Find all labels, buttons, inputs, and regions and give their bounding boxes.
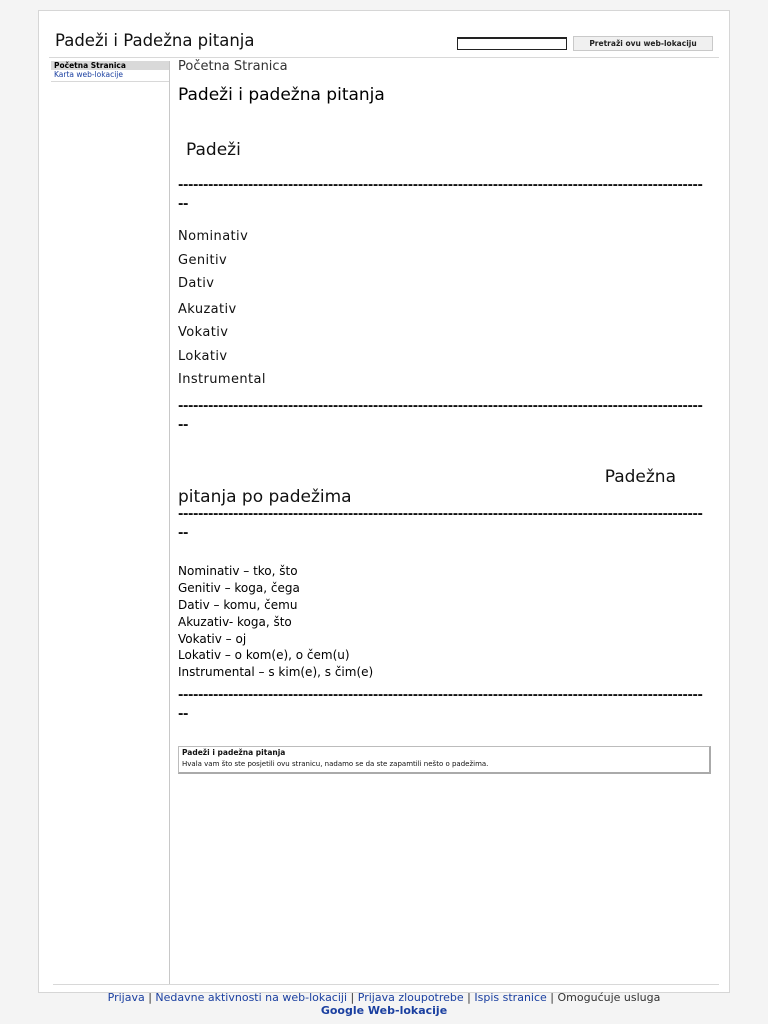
site-footer: [0, 991, 768, 1017]
section-heading-padezi: Padeži: [186, 140, 241, 160]
footer-box-title: Padeži i padežna pitanja: [182, 748, 286, 757]
sidebar-item-pocetna-stranica[interactable]: Početna Stranica: [51, 61, 169, 70]
footer-link-prijava-zloupotrebe[interactable]: Prijava zloupotrebe: [357, 991, 464, 1004]
footer-separator: |: [467, 991, 471, 1004]
dashed-divider: -----------------------------------------------------------------------------------------------------------: [178, 688, 703, 722]
case-item: Akuzativ: [178, 302, 237, 317]
header-divider: [49, 57, 719, 58]
case-item: Lokativ: [178, 349, 228, 364]
question-item: Lokativ – o kom(e), o čem(u): [178, 648, 350, 662]
section-heading-line1: Padežna: [604, 467, 676, 487]
question-item: Vokativ – oj: [178, 632, 247, 646]
question-item: Genitiv – koga, čega: [178, 581, 300, 595]
case-item: Vokativ: [178, 325, 229, 340]
sidebar-divider: [51, 81, 169, 82]
search-button[interactable]: Pretraži ovu web-lokaciju: [573, 36, 713, 51]
question-item: Instrumental – s kim(e), s čim(e): [178, 665, 374, 679]
case-item: Instrumental: [178, 372, 266, 387]
section-heading-padezna-pitanja: [178, 467, 706, 507]
case-item: Nominativ: [178, 229, 249, 244]
footer-box: [178, 746, 711, 774]
page-title: Padeži i padežna pitanja: [178, 85, 385, 105]
question-item: Akuzativ- koga, što: [178, 615, 292, 629]
footer-link-google-sites[interactable]: Google Web-lokacije: [320, 1004, 448, 1017]
section-heading-line2: pitanja po padežima: [178, 487, 352, 507]
sidebar-item-karta-web-lokacije[interactable]: Karta web-lokacije: [54, 70, 123, 79]
page-container: [38, 10, 730, 993]
question-item: Nominativ – tko, što: [178, 564, 298, 578]
case-item: Dativ: [178, 276, 215, 291]
footer-separator: |: [350, 991, 355, 1004]
sidebar: [51, 61, 170, 985]
footer-box-text: Hvala vam što ste posjetili ovu stranicu, nadamo se da ste zapamtili nešto o padežima.: [182, 760, 489, 768]
footer-link-nedavne-aktivnosti[interactable]: Nedavne aktivnosti na web-lokaciji: [155, 991, 348, 1004]
search-input[interactable]: [457, 37, 567, 50]
dashed-divider: -----------------------------------------------------------------------------------------------------------: [178, 507, 703, 541]
breadcrumb[interactable]: Početna Stranica: [178, 59, 288, 74]
question-item: Dativ – komu, čemu: [178, 598, 298, 612]
footer-divider: [53, 984, 719, 985]
dashed-divider: -----------------------------------------------------------------------------------------------------------: [178, 399, 703, 433]
footer-separator: |: [550, 991, 555, 1004]
site-title[interactable]: Padeži i Padežna pitanja: [55, 31, 255, 50]
footer-separator: |: [148, 991, 152, 1004]
case-item: Genitiv: [178, 253, 228, 268]
dashed-divider: -----------------------------------------------------------------------------------------------------------: [178, 178, 703, 212]
footer-link-prijava[interactable]: Prijava: [107, 991, 145, 1004]
footer-powered-by: Omogućuje usluga: [557, 991, 661, 1004]
footer-link-ispis-stranice[interactable]: Ispis stranice: [474, 991, 547, 1004]
